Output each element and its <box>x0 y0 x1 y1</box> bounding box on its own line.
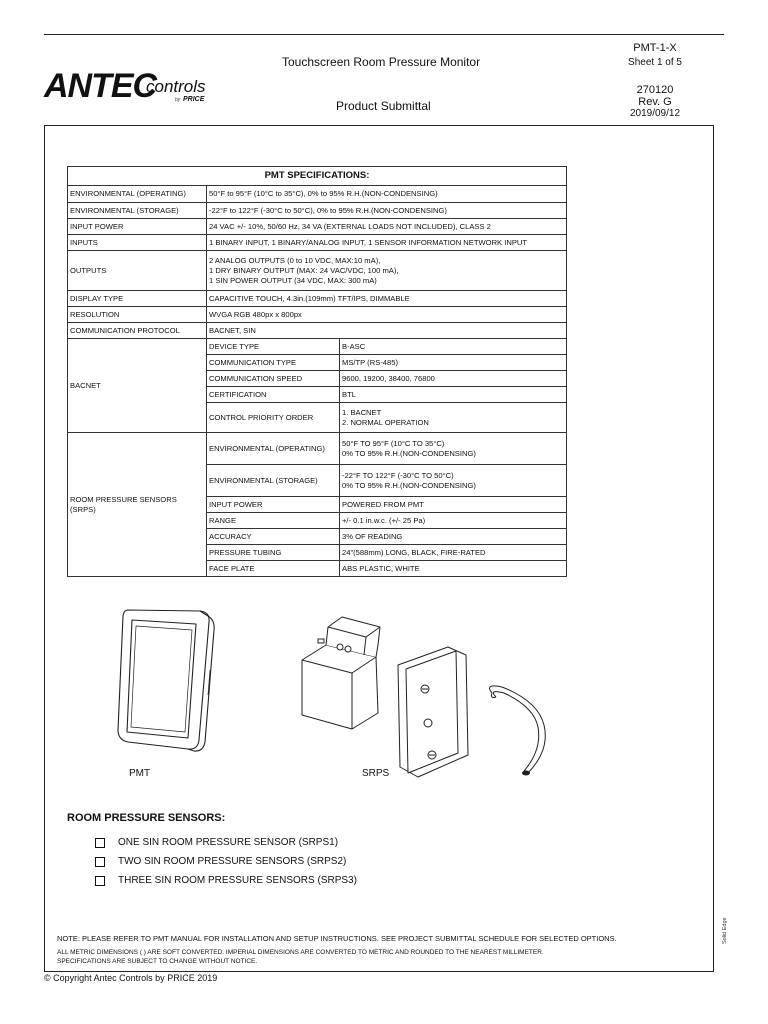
list-item[interactable] <box>95 875 357 886</box>
option-label: ONE SIN ROOM PRESSURE SENSOR (SRPS1) <box>118 837 339 848</box>
spec-value <box>340 403 567 433</box>
document-title: Touchscreen Room Pressure Monitor <box>282 55 481 69</box>
spec-value: 50°F to 95°F (10°C to 35°C), 0% to 95% R.H.(NON-CONDENSING) <box>207 186 567 203</box>
revision-date: 2019/09/12 <box>629 108 681 119</box>
options-heading: ROOM PRESSURE SENSORS: <box>67 812 226 824</box>
spec-label: RESOLUTION <box>68 307 207 323</box>
spec-value: BTL <box>340 387 567 403</box>
side-label: Solid Edge <box>722 917 728 944</box>
pmt-caption: PMT <box>129 768 151 779</box>
spec-sublabel: PRESSURE TUBING <box>207 545 340 561</box>
spec-label: COMMUNICATION PROTOCOL <box>68 323 207 339</box>
spec-label: INPUT POWER <box>68 219 207 235</box>
list-item[interactable] <box>95 837 338 848</box>
doc-number: 270120 <box>636 84 674 96</box>
pmt-device-illustration <box>110 600 220 755</box>
srps-group-label <box>68 433 207 577</box>
spec-value: WVGA RGB 480px x 800px <box>207 307 567 323</box>
spec-value: +/- 0.1 in.w.c. (+/- 25 Pa) <box>340 513 567 529</box>
spec-value: CAPACITIVE TOUCH, 4.3in.(109mm) TFT/IPS, DIMMABLE <box>207 291 567 307</box>
value-line: 1. BACNET <box>342 407 382 417</box>
srps-sensor-illustration <box>288 605 578 780</box>
copyright: © Copyright Antec Controls by PRICE 2019 <box>44 973 218 983</box>
value-line: 2. NORMAL OPERATION <box>342 417 429 427</box>
table-row <box>68 251 567 291</box>
spec-value <box>340 433 567 465</box>
group-label-line: ROOM PRESSURE SENSORS <box>70 494 177 504</box>
table-row <box>68 307 567 323</box>
spec-value: -22°F to 122°F (-30°C to 50°C), 0% to 95% R.H.(NON-CONDENSING) <box>207 203 567 219</box>
spec-value <box>207 251 567 291</box>
spec-sublabel: INPUT POWER <box>207 497 340 513</box>
spec-value: 1 BINARY INPUT, 1 BINARY/ANALOG INPUT, 1 SENSOR INFORMATION NETWORK INPUT <box>207 235 567 251</box>
document-subtitle: Product Submittal <box>336 99 431 113</box>
value-line: 50°F TO 95°F (10°C TO 35°C) <box>342 438 445 448</box>
spec-sublabel: FACE PLATE <box>207 561 340 577</box>
spec-value: 3% OF READING <box>340 529 567 545</box>
list-item[interactable] <box>95 856 346 867</box>
logo-price-text: PRICE <box>183 96 205 103</box>
value-line: 0% TO 95% R.H.(NON-CONDENSING) <box>342 480 476 490</box>
logo-by-text: by <box>175 97 181 103</box>
logo-main-text: ANTEC <box>44 67 157 105</box>
sheet-number: Sheet 1 of 5 <box>628 57 682 68</box>
table-row <box>68 433 567 465</box>
bacnet-group-label: BACNET <box>68 339 207 433</box>
value-line: 2 ANALOG OUTPUTS (0 to 10 VDC, MAX:10 mA), <box>209 255 381 265</box>
spec-value <box>340 465 567 497</box>
table-row <box>68 339 567 355</box>
spec-sublabel: COMMUNICATION SPEED <box>207 371 340 387</box>
table-row <box>68 219 567 235</box>
srps-caption: SRPS <box>362 768 390 779</box>
table-row <box>68 291 567 307</box>
option-checkbox[interactable] <box>95 838 105 848</box>
spec-value: ABS PLASTIC, WHITE <box>340 561 567 577</box>
value-line: 1 DRY BINARY OUTPUT (MAX: 24 VAC/VDC, 100 mA), <box>209 265 399 275</box>
logo-sub-text: controls <box>146 77 206 96</box>
value-line: 0% TO 95% R.H.(NON-CONDENSING) <box>342 448 476 458</box>
table-row <box>68 203 567 219</box>
antec-logo <box>44 66 214 110</box>
spec-sublabel: COMMUNICATION TYPE <box>207 355 340 371</box>
metric-note: ALL METRIC DIMENSIONS ( ) ARE SOFT CONVERTED. IMPERIAL DIMENSIONS ARE CONVERTED TO METRIC AND ROUNDED TO THE NEAREST MILLIMETER. <box>57 949 544 956</box>
option-label: TWO SIN ROOM PRESSURE SENSORS (SRPS2) <box>118 856 347 867</box>
table-row <box>68 323 567 339</box>
installation-note: NOTE: PLEASE REFER TO PMT MANUAL FOR INSTALLATION AND SETUP INSTRUCTIONS. SEE PROJECT SUBMITTAL SCHEDULE FOR SELECTED OPTIONS. <box>57 934 617 943</box>
spec-value: POWERED FROM PMT <box>340 497 567 513</box>
option-checkbox[interactable] <box>95 857 105 867</box>
spec-sublabel: ACCURACY <box>207 529 340 545</box>
value-line: 1 SIN POWER OUTPUT (34 VDC, MAX: 300 mA) <box>209 275 377 285</box>
spec-value: MS/TP (RS-485) <box>340 355 567 371</box>
spec-table <box>67 166 567 577</box>
spec-title-row <box>68 167 567 186</box>
spec-sublabel: ENVIRONMENTAL (STORAGE) <box>207 465 340 497</box>
spec-label: ENVIRONMENTAL (STORAGE) <box>68 203 207 219</box>
spec-sublabel: CERTIFICATION <box>207 387 340 403</box>
value-line: -22°F TO 122°F (-30°C TO 50°C) <box>342 470 454 480</box>
spec-label: OUTPUTS <box>68 251 207 291</box>
revision: Rev. G <box>638 96 672 108</box>
spec-value: B-ASC <box>340 339 567 355</box>
spec-value: 24"(588mm) LONG, BLACK, FIRE-RATED <box>340 545 567 561</box>
table-row <box>68 235 567 251</box>
spec-label: ENVIRONMENTAL (OPERATING) <box>68 186 207 203</box>
table-row <box>68 186 567 203</box>
spec-value: 9600, 19200, 38400, 76800 <box>340 371 567 387</box>
spec-label: DISPLAY TYPE <box>68 291 207 307</box>
spec-label: INPUTS <box>68 235 207 251</box>
spec-sublabel: ENVIRONMENTAL (OPERATING) <box>207 433 340 465</box>
doc-code: PMT-1-X <box>633 42 677 54</box>
header-rule <box>44 34 724 35</box>
option-checkbox[interactable] <box>95 876 105 886</box>
spec-sublabel: RANGE <box>207 513 340 529</box>
option-label: THREE SIN ROOM PRESSURE SENSORS (SRPS3) <box>118 875 357 886</box>
spec-value: BACNET, SIN <box>207 323 567 339</box>
spec-value: 24 VAC +/- 10%, 50/60 Hz, 34 VA (EXTERNAL LOADS NOT INCLUDED), CLASS 2 <box>207 219 567 235</box>
spec-change-note: SPECIFICATIONS ARE SUBJECT TO CHANGE WITHOUT NOTICE. <box>57 958 258 965</box>
spec-sublabel: CONTROL PRIORITY ORDER <box>207 403 340 433</box>
group-label-line: (SRPS) <box>70 504 96 514</box>
spec-sublabel: DEVICE TYPE <box>207 339 340 355</box>
spec-table-title: PMT SPECIFICATIONS: <box>68 167 567 186</box>
